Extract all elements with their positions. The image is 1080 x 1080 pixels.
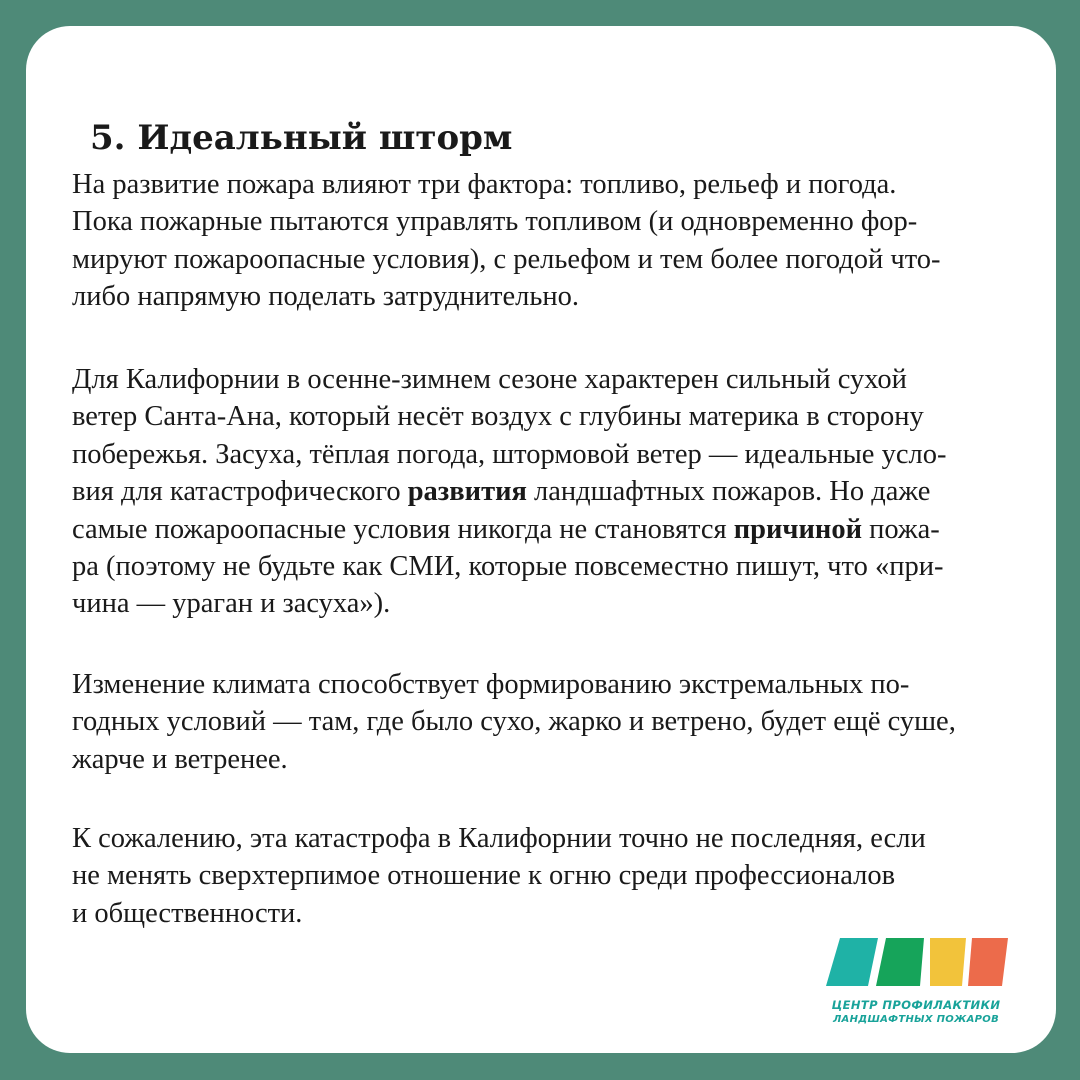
- text-line: жарче и ветренее.: [72, 743, 288, 775]
- text-segment: пожа-: [862, 513, 940, 545]
- content-card: [26, 26, 1056, 1053]
- text-line: [72, 511, 1052, 548]
- text-line: и общественности.: [72, 897, 303, 929]
- text-line: годных условий — там, где было сухо, жарко и ветрено, будет ещё суше,: [72, 706, 956, 738]
- organization-logo: [826, 938, 1016, 1028]
- logo-text-line2: ЛАНДШАФТНЫХ ПОЖАРОВ: [832, 1014, 1000, 1025]
- emphasis-development: развития: [407, 476, 527, 508]
- logo-mark-icon: [826, 938, 1011, 996]
- text-line: Пока пожарные пытаются управлять топливом (и одновременно фор-: [72, 206, 918, 238]
- text-line: побережья. Засуха, тёплая погода, штормовой ветер — идеальные усло-: [72, 438, 947, 470]
- text-line: либо напрямую поделать затруднительно.: [72, 281, 579, 313]
- logo-stripe-teal: [826, 938, 878, 986]
- logo-text-line1: ЦЕНТР ПРОФИЛАКТИКИ: [831, 998, 1001, 1012]
- logo-stripe-yellow: [930, 938, 966, 986]
- paragraph-conclusion: [72, 820, 1052, 932]
- text-line: мируют пожароопасные условия), с рельефом и тем более погодой что-: [72, 243, 941, 275]
- logo-stripe-orange: [968, 938, 1008, 986]
- text-line: Для Калифорнии в осенне-зимнем сезоне характерен сильный сухой: [72, 364, 907, 395]
- text-line: [72, 473, 1052, 510]
- text-line: ветер Санта-Ана, который несёт воздух с глубины материка в сторону: [72, 401, 924, 433]
- text-line: К сожалению, эта катастрофа в Калифорнии точно не последняя, если: [72, 823, 926, 854]
- section-title: 5. Идеальный шторм: [90, 118, 513, 158]
- text-segment: вия для катастрофического: [72, 476, 408, 508]
- emphasis-cause: причиной: [733, 513, 863, 545]
- paragraph-fire-factors: [72, 166, 1052, 316]
- text-line: Изменение климата способствует формированию экстремальных по-: [72, 669, 910, 700]
- text-line: На развитие пожара влияют три фактора: топливо, рельеф и погода.: [72, 169, 897, 200]
- text-line: чина — ураган и засуха»).: [72, 588, 391, 620]
- paragraph-climate-change: [72, 666, 1052, 778]
- text-line: ра (поэтому не будьте как СМИ, которые повсеместно пишут, что «при-: [72, 551, 944, 583]
- text-line: не менять сверхтерпимое отношение к огню среди профессионалов: [72, 860, 896, 892]
- text-segment: ландшафтных пожаров. Но даже: [526, 476, 931, 508]
- paragraph-santa-ana: [72, 361, 1052, 623]
- text-segment: самые пожароопасные условия никогда не становятся: [72, 513, 734, 545]
- logo-stripe-green: [876, 938, 924, 986]
